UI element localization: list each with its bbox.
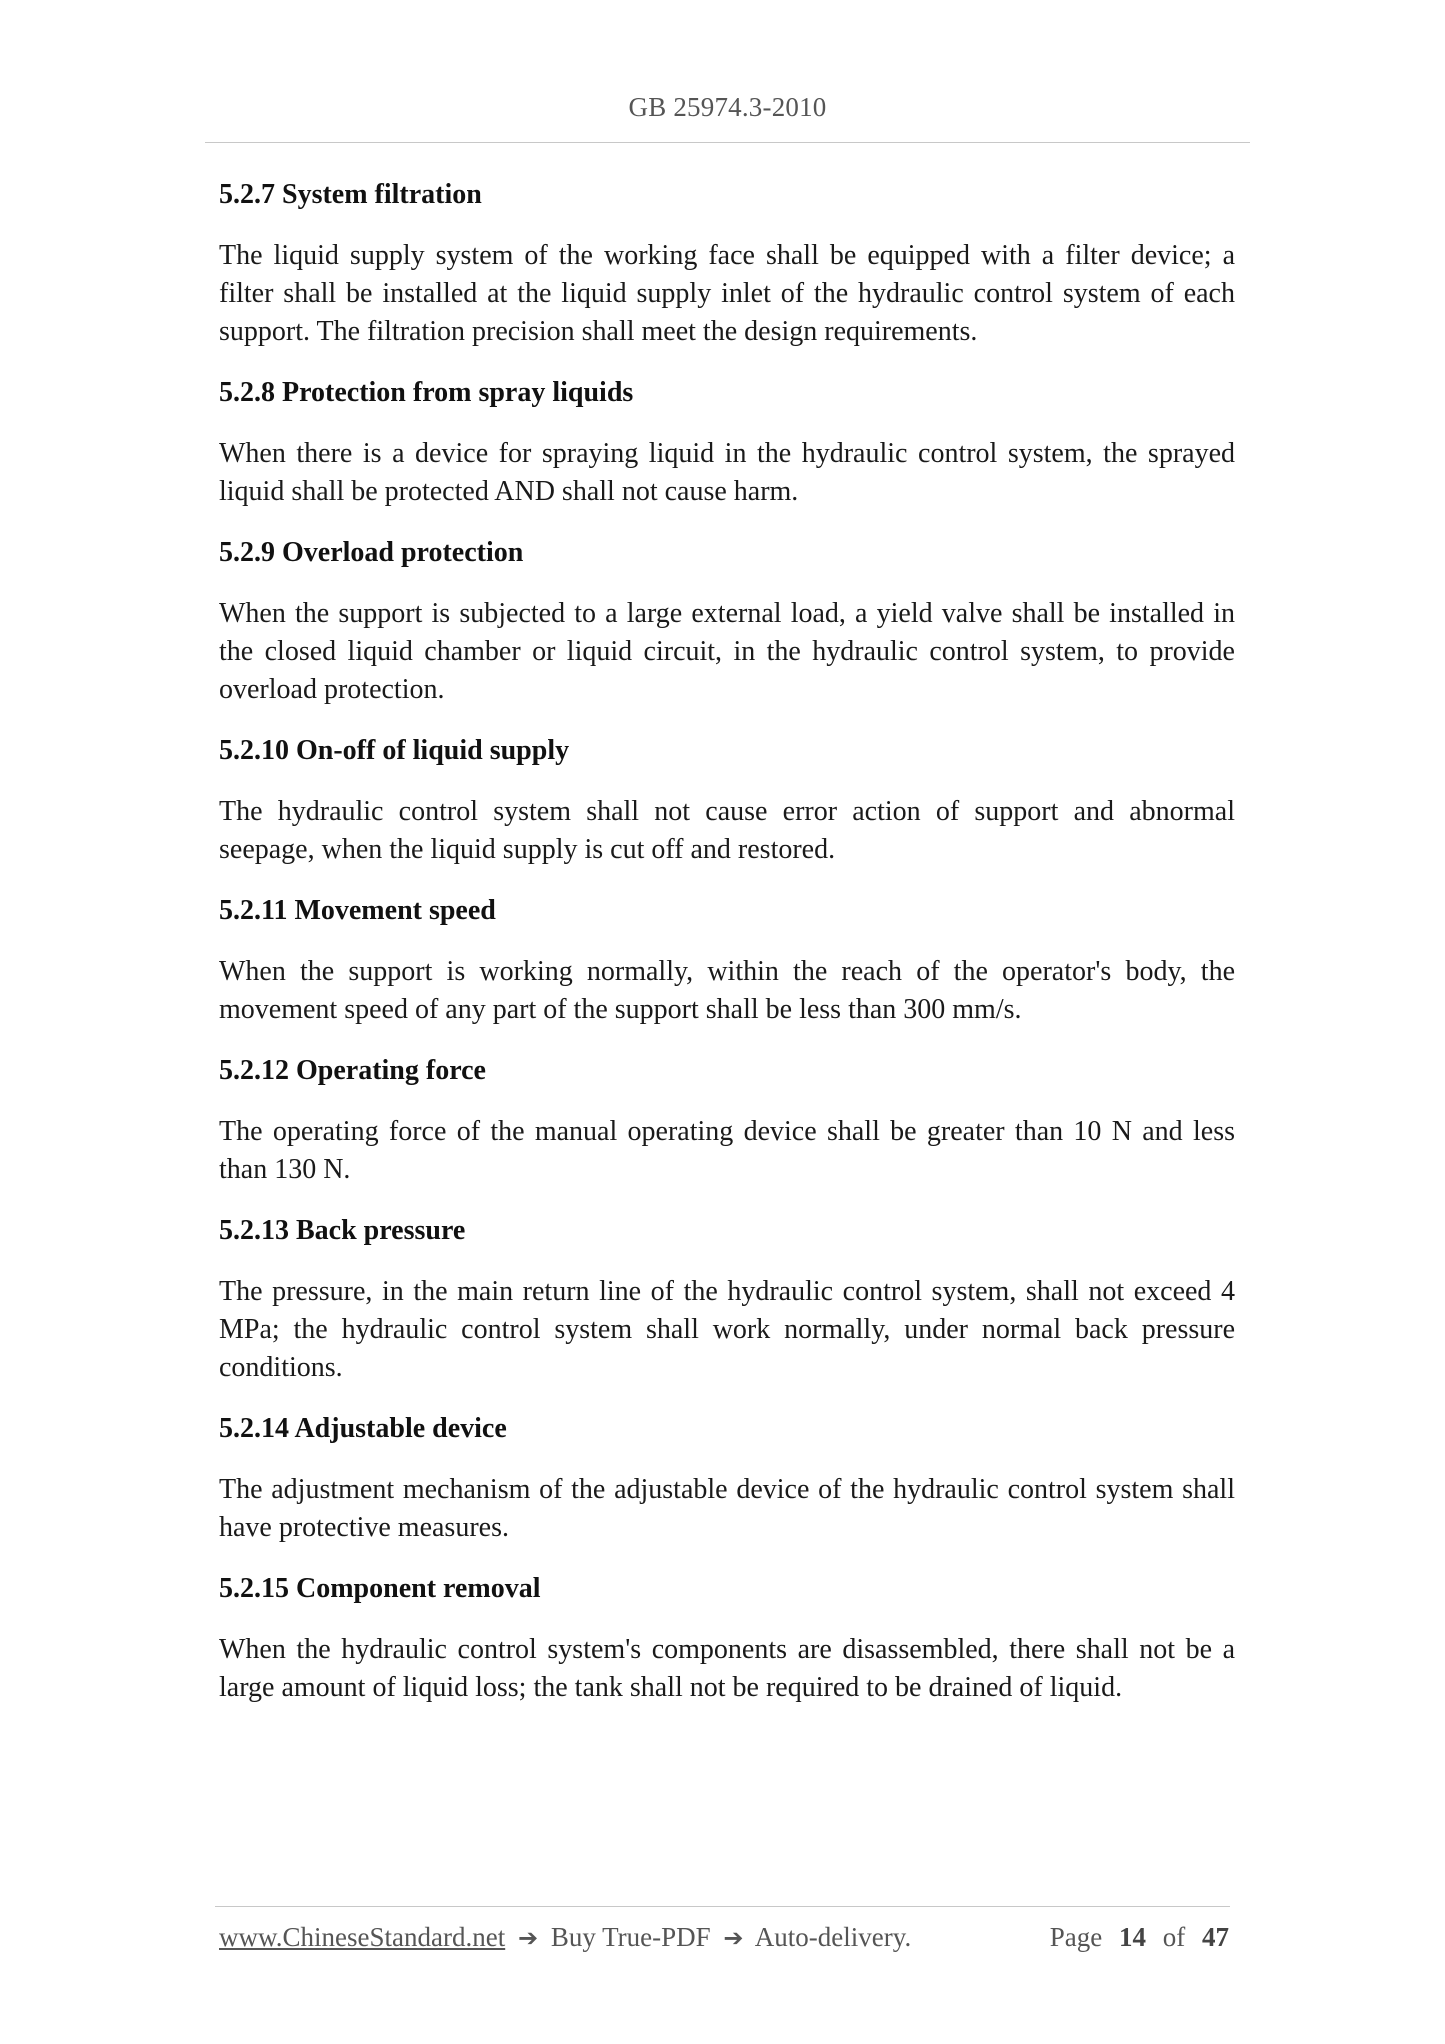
total-pages: 47 <box>1202 1922 1229 1952</box>
section-5-2-14 <box>219 1410 1235 1547</box>
page-label: Page <box>1049 1922 1103 1952</box>
section-5-2-13 <box>219 1212 1235 1387</box>
page-number: 14 <box>1119 1922 1146 1952</box>
section-heading: 5.2.9 Overload protection <box>219 537 524 568</box>
section-heading: 5.2.15 Component removal <box>219 1573 541 1604</box>
section-heading: 5.2.12 Operating force <box>219 1055 486 1086</box>
section-paragraph: The adjustment mechanism of the adjustable device of the hydraulic control system shall have protective measures. <box>219 1474 1235 1543</box>
section-5-2-9 <box>219 534 1235 709</box>
section-5-2-11 <box>219 892 1235 1029</box>
section-paragraph: When the hydraulic control system's components are disassembled, there shall not be a large amount of liquid loss; the tank shall not be required to be drained of liquid. <box>219 1634 1235 1703</box>
buy-true-pdf-text: Buy True-PDF <box>550 1922 711 1952</box>
auto-delivery-text: Auto-delivery. <box>754 1922 912 1952</box>
footer-divider <box>215 1906 1230 1907</box>
section-paragraph: The hydraulic control system shall not cause error action of support and abnormal seepage, when the liquid supply is cut off and restored. <box>219 796 1235 865</box>
section-paragraph: When there is a device for spraying liquid in the hydraulic control system, the sprayed liquid shall be protected AND shall not cause harm. <box>219 438 1235 507</box>
page-footer <box>219 1922 1229 1962</box>
section-heading: 5.2.10 On-off of liquid supply <box>219 735 570 766</box>
arrow-right-icon: ➔ <box>723 1924 744 1952</box>
section-paragraph: When the support is subjected to a large external load, a yield valve shall be installed in the closed liquid chamber or liquid circuit, in the hydraulic control system, to provide overload protection. <box>219 598 1235 705</box>
section-heading: 5.2.7 System filtration <box>219 179 482 210</box>
section-heading: 5.2.14 Adjustable device <box>219 1413 507 1444</box>
website-link[interactable]: www.ChineseStandard.net <box>219 1922 506 1952</box>
section-paragraph: The liquid supply system of the working face shall be equipped with a filter device; a filter shall be installed at the liquid supply inlet of the hydraulic control system of each support. The filtration precision shall meet the design requirements. <box>219 240 1235 347</box>
document-code: GB 25974.3-2010 <box>628 92 827 122</box>
section-5-2-10 <box>219 732 1235 869</box>
section-5-2-15 <box>219 1570 1235 1707</box>
section-5-2-7 <box>219 176 1235 351</box>
document-body <box>219 176 1235 1730</box>
section-heading: 5.2.13 Back pressure <box>219 1215 466 1246</box>
section-paragraph: The pressure, in the main return line of the hydraulic control system, shall not exceed 4 MPa; the hydraulic control system shall work normally, under normal back pressure conditions. <box>219 1276 1235 1383</box>
section-5-2-12 <box>219 1052 1235 1189</box>
page-header <box>205 92 1250 123</box>
section-heading: 5.2.8 Protection from spray liquids <box>219 377 634 408</box>
arrow-right-icon: ➔ <box>517 1924 539 1952</box>
footer-promo <box>219 1922 911 1953</box>
section-5-2-8 <box>219 374 1235 511</box>
section-heading: 5.2.11 Movement speed <box>219 895 496 926</box>
header-divider <box>205 142 1250 143</box>
of-label: of <box>1162 1922 1186 1952</box>
section-paragraph: When the support is working normally, within the reach of the operator's body, the movement speed of any part of the support shall be less than 300 mm/s. <box>219 956 1235 1025</box>
section-paragraph: The operating force of the manual operating device shall be greater than 10 N and less than 130 N. <box>219 1116 1235 1185</box>
page-counter <box>1050 1922 1229 1953</box>
